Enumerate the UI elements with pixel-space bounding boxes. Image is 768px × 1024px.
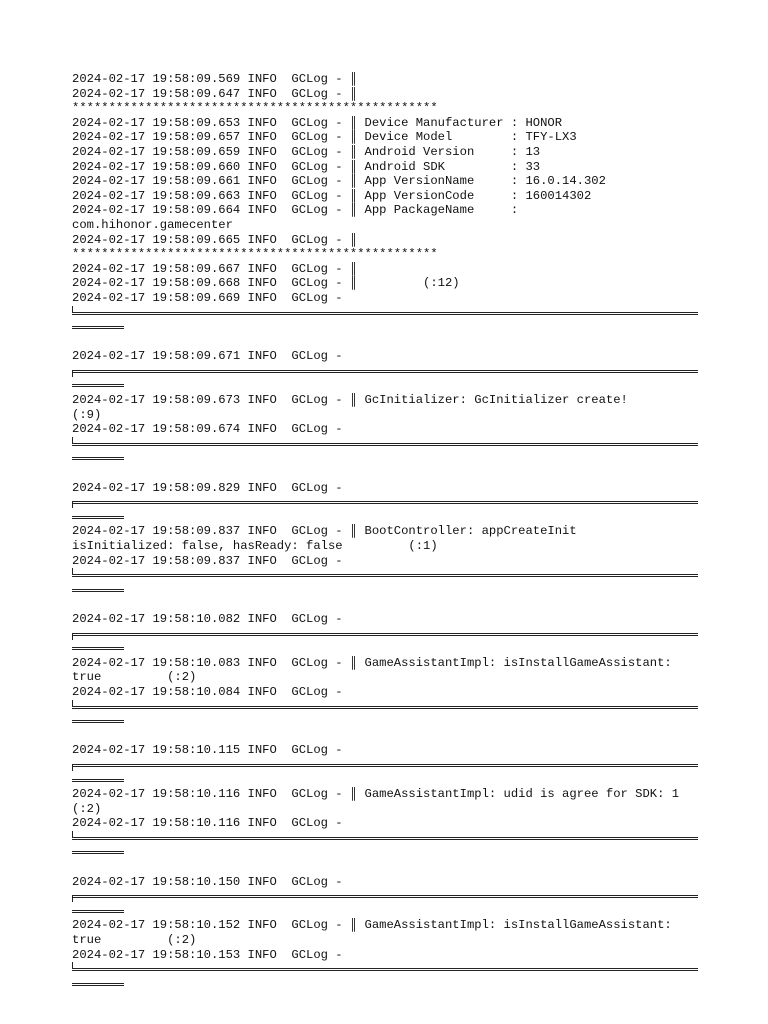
box-border-line bbox=[72, 633, 698, 636]
box-border-line bbox=[72, 457, 124, 460]
box-border-tail bbox=[72, 904, 698, 919]
log-line: 2024-02-17 19:58:10.153 INFO GCLog - bbox=[72, 947, 343, 962]
log-line: 2024-02-17 19:58:09.664 INFO GCLog - ║ App PackageName : bbox=[72, 203, 519, 218]
log-line: 2024-02-17 19:58:09.837 INFO GCLog - ║ BootController: appCreateInit bbox=[72, 524, 577, 539]
log-line: 2024-02-17 19:58:10.084 INFO GCLog - bbox=[72, 684, 343, 699]
log-line: ************************************************** bbox=[72, 247, 438, 262]
log-line: com.hihonor.gamecenter bbox=[72, 217, 233, 232]
log-line: (:2) bbox=[72, 801, 102, 816]
box-bottom-border bbox=[72, 831, 698, 846]
box-border-line bbox=[72, 837, 698, 840]
log-line: 2024-02-17 19:58:09.653 INFO GCLog - ║ Device Manufacturer : HONOR bbox=[72, 115, 563, 130]
box-border-tail bbox=[72, 845, 698, 860]
box-border-line bbox=[72, 312, 698, 315]
box-border-line bbox=[72, 851, 124, 854]
log-line: 2024-02-17 19:58:09.665 INFO GCLog - ║ bbox=[72, 232, 358, 247]
box-top-border bbox=[72, 889, 698, 904]
log-line: true (:2) bbox=[72, 670, 197, 685]
box-border-tail bbox=[72, 378, 698, 393]
log-line: 2024-02-17 19:58:10.115 INFO GCLog - bbox=[72, 743, 343, 758]
blank-line bbox=[72, 860, 698, 875]
box-border-tail bbox=[72, 773, 698, 788]
box-top-border bbox=[72, 758, 698, 773]
log-line: 2024-02-17 19:58:10.150 INFO GCLog - bbox=[72, 874, 343, 889]
log-line: 2024-02-17 19:58:10.083 INFO GCLog - ║ GameAssistantImpl: isInstallGameAssistant: bbox=[72, 655, 672, 670]
log-line: 2024-02-17 19:58:10.116 INFO GCLog - ║ GameAssistantImpl: udid is agree for SDK: 1 bbox=[72, 787, 680, 802]
log-line: 2024-02-17 19:58:10.082 INFO GCLog - bbox=[72, 611, 343, 626]
box-border-line bbox=[72, 720, 124, 723]
box-border-line bbox=[72, 326, 124, 329]
box-top-border bbox=[72, 495, 698, 510]
log-line: 2024-02-17 19:58:09.829 INFO GCLog - bbox=[72, 480, 343, 495]
box-border-tail bbox=[72, 583, 698, 598]
box-border-line bbox=[72, 516, 124, 519]
log-line: true (:2) bbox=[72, 933, 197, 948]
box-border-line bbox=[72, 370, 698, 373]
box-bottom-border bbox=[72, 568, 698, 583]
blank-line bbox=[72, 335, 698, 350]
box-bottom-border bbox=[72, 700, 698, 715]
box-border-line bbox=[72, 443, 698, 446]
log-line: ************************************************** bbox=[72, 101, 438, 116]
box-border-tail bbox=[72, 320, 698, 335]
blank-line bbox=[72, 597, 698, 612]
log-output bbox=[72, 72, 698, 991]
log-line: 2024-02-17 19:58:09.837 INFO GCLog - bbox=[72, 553, 343, 568]
box-border-line bbox=[72, 968, 698, 971]
box-border-tail bbox=[72, 714, 698, 729]
log-line: 2024-02-17 19:58:09.569 INFO GCLog - ║ bbox=[72, 72, 358, 86]
log-line: 2024-02-17 19:58:09.668 INFO GCLog - ║ (:12) bbox=[72, 276, 460, 291]
box-border-line bbox=[72, 983, 124, 986]
box-border-line bbox=[72, 706, 698, 709]
box-border-tail bbox=[72, 977, 698, 992]
box-bottom-border bbox=[72, 962, 698, 977]
log-line: (:9) bbox=[72, 407, 102, 422]
log-line: 2024-02-17 19:58:09.663 INFO GCLog - ║ App VersionCode : 160014302 bbox=[72, 188, 592, 203]
blank-line bbox=[72, 729, 698, 744]
box-border-line bbox=[72, 589, 124, 592]
log-line: 2024-02-17 19:58:09.660 INFO GCLog - ║ Android SDK : 33 bbox=[72, 159, 541, 174]
log-line: 2024-02-17 19:58:09.669 INFO GCLog - bbox=[72, 290, 343, 305]
box-top-border bbox=[72, 627, 698, 642]
box-top-border bbox=[72, 364, 698, 379]
log-line: 2024-02-17 19:58:09.667 INFO GCLog - ║ bbox=[72, 261, 358, 276]
log-line: isInitialized: false, hasReady: false (:1) bbox=[72, 539, 438, 553]
log-line: 2024-02-17 19:58:09.674 INFO GCLog - bbox=[72, 422, 343, 437]
box-border-tail bbox=[72, 641, 698, 656]
box-border-line bbox=[72, 501, 698, 504]
box-border-line bbox=[72, 910, 124, 913]
log-line: 2024-02-17 19:58:09.659 INFO GCLog - ║ Android Version : 13 bbox=[72, 144, 541, 159]
blank-line bbox=[72, 466, 698, 481]
box-border-line bbox=[72, 384, 124, 387]
log-line: 2024-02-17 19:58:10.152 INFO GCLog - ║ GameAssistantImpl: isInstallGameAssistant: bbox=[72, 918, 672, 933]
box-border-line bbox=[72, 574, 698, 577]
box-border-line bbox=[72, 895, 698, 898]
box-bottom-border bbox=[72, 306, 698, 321]
box-border-line bbox=[72, 779, 124, 782]
log-line: 2024-02-17 19:58:09.671 INFO GCLog - bbox=[72, 349, 343, 364]
box-border-line bbox=[72, 647, 124, 650]
box-bottom-border bbox=[72, 437, 698, 452]
log-line: 2024-02-17 19:58:09.647 INFO GCLog - ║ bbox=[72, 86, 358, 101]
box-border-tail bbox=[72, 451, 698, 466]
log-line: 2024-02-17 19:58:09.661 INFO GCLog - ║ App VersionName : 16.0.14.302 bbox=[72, 174, 606, 189]
log-line: 2024-02-17 19:58:09.657 INFO GCLog - ║ Device Model : TFY-LX3 bbox=[72, 130, 577, 145]
log-line: 2024-02-17 19:58:09.673 INFO GCLog - ║ GcInitializer: GcInitializer create! bbox=[72, 393, 628, 408]
box-border-tail bbox=[72, 510, 698, 525]
log-line: 2024-02-17 19:58:10.116 INFO GCLog - bbox=[72, 816, 343, 831]
box-border-line bbox=[72, 764, 698, 767]
